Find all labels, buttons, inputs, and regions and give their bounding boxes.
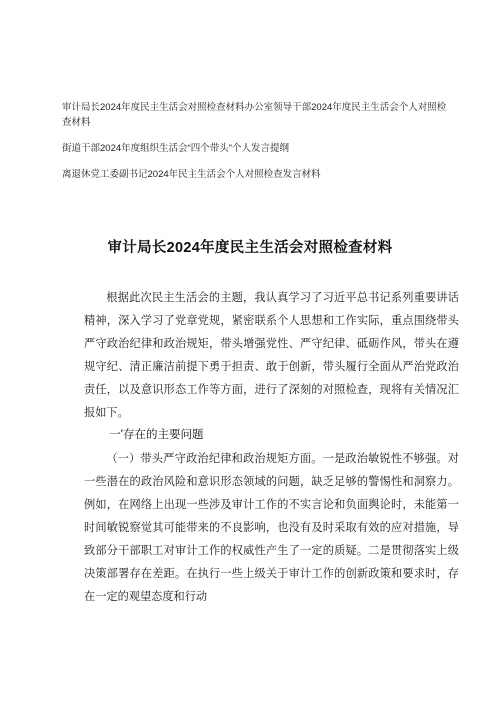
- intro-paragraph: 根据此次民主生活会的主题，我认真学习了习近平总书记系列重要讲话精神，深入学习了党章党规，紧密联系个人思想和工作实际，重点围绕带头严守政治纪律和政治规矩，带头增强党性、严守纪律、砥砺作风，带头在遵规守纪、清正廉洁前提下勇于担责、敢于创新，带头履行全面从严治党政治责任，以及意识形态工作等方面，进行了深刻的对照检查，现将有关情况汇报如下。: [84, 291, 459, 419]
- toc-item[interactable]: 街道干部2024年度组织生活会“四个带头”个人发言提纲: [62, 143, 289, 154]
- section-heading: 一'存在的主要问题: [109, 429, 204, 441]
- toc-item[interactable]: 离退休党工委副书记2024年民主生活会个人对照检查发言材料: [62, 169, 321, 180]
- table-of-contents: [62, 100, 452, 193]
- document-body: [84, 286, 459, 608]
- toc-item[interactable]: 审计局长2024年度民主生活会对照检查材料办公室领导干部2024年度民主生活会个人对照检查材料: [62, 102, 447, 128]
- document-title: 审计局长2024年度民主生活会对照检查材料: [107, 240, 393, 256]
- section-paragraph: （一）带头严守政治纪律和政治规矩方面。一是政治敏锐性不够强。对一些潜在的政治风险和意识形态领域的问题，缺乏足够的警惕性和洞察力。例如，在网络上出现一些涉及审计工作的不实言论和负面舆论时，未能第一时间敏锐察觉其可能带来的不良影响，也没有及时采取有效的应对措施，导致部分干部职工对审计工作的权威性产生了一定的质疑。二是贯彻落实上级决策部署存在差距。在执行一些上级关于审计工作的创新政策和要求时，存在一定的观望态度和行动: [84, 452, 459, 603]
